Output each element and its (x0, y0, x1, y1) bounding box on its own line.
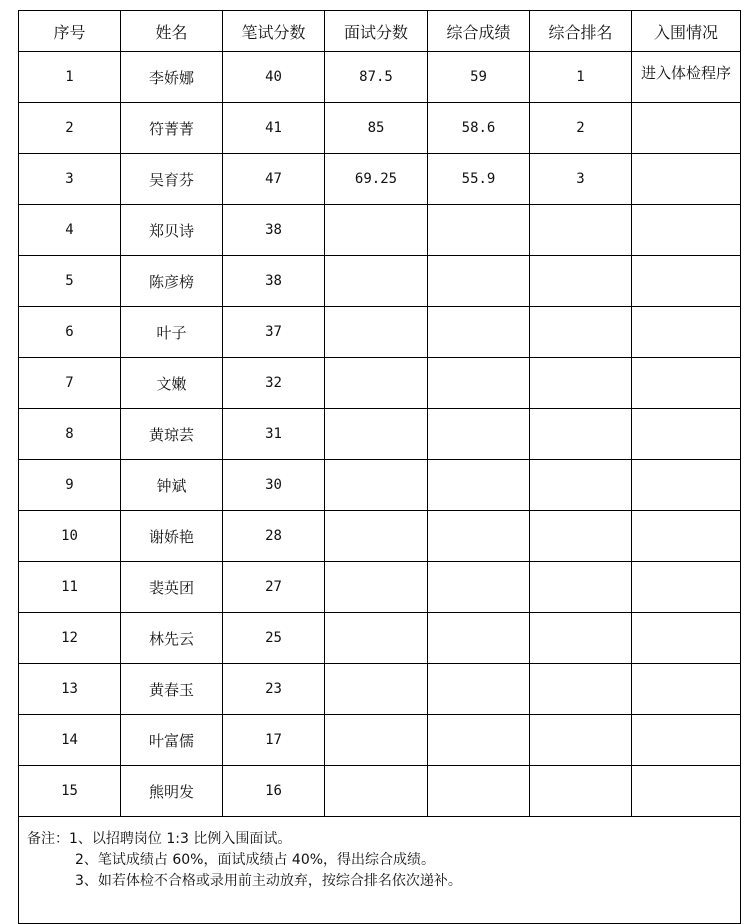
cell-rank (530, 715, 632, 766)
cell-written-score: 28 (223, 511, 325, 562)
cell-name: 林先云 (121, 613, 223, 664)
notes-prefix: 备注： (27, 831, 69, 847)
cell-rank (530, 307, 632, 358)
cell-status (632, 256, 741, 307)
note-item-1: 1、以招聘岗位 1:3 比例入围面试。 (69, 831, 292, 847)
cell-name: 黄琼芸 (121, 409, 223, 460)
note-line-3 (27, 871, 740, 892)
cell-total-score (428, 613, 530, 664)
cell-total-score (428, 511, 530, 562)
cell-written-score: 27 (223, 562, 325, 613)
cell-rank (530, 511, 632, 562)
cell-status (632, 205, 741, 256)
cell-rank: 1 (530, 52, 632, 103)
table-row (19, 409, 741, 460)
cell-interview-score (325, 511, 428, 562)
cell-written-score: 40 (223, 52, 325, 103)
cell-interview-score (325, 766, 428, 817)
cell-status (632, 409, 741, 460)
cell-status (632, 562, 741, 613)
header-row (19, 11, 741, 52)
cell-rank (530, 205, 632, 256)
table-row (19, 307, 741, 358)
cell-written-score: 16 (223, 766, 325, 817)
cell-name: 李娇娜 (121, 52, 223, 103)
table-row (19, 511, 741, 562)
note-item-2: 2、笔试成绩占 60%，面试成绩占 40%，得出综合成绩。 (75, 852, 436, 868)
header-name: 姓名 (121, 11, 223, 52)
cell-rank: 2 (530, 103, 632, 154)
cell-rank (530, 460, 632, 511)
cell-name: 叶子 (121, 307, 223, 358)
cell-interview-score (325, 307, 428, 358)
table-row (19, 52, 741, 103)
cell-interview-score (325, 562, 428, 613)
header-no: 序号 (19, 11, 121, 52)
note-item-3: 3、如若体检不合格或录用前主动放弃，按综合排名依次递补。 (75, 873, 462, 889)
notes-cell (19, 817, 741, 924)
cell-interview-score (325, 205, 428, 256)
cell-status (632, 715, 741, 766)
cell-total-score (428, 664, 530, 715)
cell-rank (530, 613, 632, 664)
cell-status (632, 154, 741, 205)
cell-name: 裴英团 (121, 562, 223, 613)
cell-name: 黄春玉 (121, 664, 223, 715)
cell-interview-score (325, 715, 428, 766)
cell-no: 13 (19, 664, 121, 715)
cell-rank (530, 766, 632, 817)
notes-row (19, 817, 741, 924)
cell-rank: 3 (530, 154, 632, 205)
cell-interview-score (325, 664, 428, 715)
cell-no: 15 (19, 766, 121, 817)
cell-no: 6 (19, 307, 121, 358)
cell-total-score (428, 307, 530, 358)
cell-total-score (428, 409, 530, 460)
cell-no: 3 (19, 154, 121, 205)
note-line-2 (27, 850, 740, 871)
cell-total-score (428, 562, 530, 613)
table-row (19, 460, 741, 511)
cell-total-score (428, 460, 530, 511)
cell-interview-score: 87.5 (325, 52, 428, 103)
cell-no: 7 (19, 358, 121, 409)
cell-name: 郑贝诗 (121, 205, 223, 256)
cell-name: 叶富儒 (121, 715, 223, 766)
cell-written-score: 38 (223, 205, 325, 256)
header-rank: 综合排名 (530, 11, 632, 52)
cell-status (632, 766, 741, 817)
cell-status (632, 103, 741, 154)
results-sheet (18, 10, 740, 924)
cell-no: 11 (19, 562, 121, 613)
cell-interview-score: 85 (325, 103, 428, 154)
header-status: 入围情况 (632, 11, 741, 52)
cell-rank (530, 256, 632, 307)
cell-no: 10 (19, 511, 121, 562)
cell-written-score: 31 (223, 409, 325, 460)
cell-written-score: 23 (223, 664, 325, 715)
cell-rank (530, 562, 632, 613)
cell-name: 文嫩 (121, 358, 223, 409)
cell-status (632, 307, 741, 358)
cell-no: 5 (19, 256, 121, 307)
cell-written-score: 25 (223, 613, 325, 664)
cell-status (632, 613, 741, 664)
cell-rank (530, 409, 632, 460)
cell-interview-score (325, 358, 428, 409)
cell-no: 4 (19, 205, 121, 256)
cell-written-score: 41 (223, 103, 325, 154)
cell-rank (530, 664, 632, 715)
cell-no: 12 (19, 613, 121, 664)
cell-written-score: 30 (223, 460, 325, 511)
cell-total-score (428, 715, 530, 766)
table-row (19, 664, 741, 715)
table-row (19, 766, 741, 817)
table-row (19, 613, 741, 664)
cell-interview-score: 69.25 (325, 154, 428, 205)
table-row (19, 256, 741, 307)
table-row (19, 205, 741, 256)
cell-name: 钟斌 (121, 460, 223, 511)
cell-total-score (428, 256, 530, 307)
cell-total-score (428, 358, 530, 409)
cell-written-score: 17 (223, 715, 325, 766)
note-line-1 (27, 829, 740, 850)
cell-name: 谢娇艳 (121, 511, 223, 562)
cell-status (632, 460, 741, 511)
cell-total-score: 59 (428, 52, 530, 103)
cell-name: 熊明发 (121, 766, 223, 817)
cell-status: 进入体检程序 (632, 52, 741, 103)
table-row (19, 154, 741, 205)
cell-interview-score (325, 460, 428, 511)
header-interview-score: 面试分数 (325, 11, 428, 52)
cell-status (632, 511, 741, 562)
cell-interview-score (325, 613, 428, 664)
cell-written-score: 38 (223, 256, 325, 307)
cell-written-score: 37 (223, 307, 325, 358)
cell-no: 14 (19, 715, 121, 766)
cell-rank (530, 358, 632, 409)
cell-total-score: 58.6 (428, 103, 530, 154)
cell-interview-score (325, 256, 428, 307)
cell-name: 符菁菁 (121, 103, 223, 154)
cell-name: 陈彦榜 (121, 256, 223, 307)
cell-total-score: 55.9 (428, 154, 530, 205)
cell-name: 吴育芬 (121, 154, 223, 205)
cell-written-score: 47 (223, 154, 325, 205)
table-row (19, 562, 741, 613)
table-row (19, 358, 741, 409)
cell-no: 1 (19, 52, 121, 103)
table-row (19, 103, 741, 154)
cell-no: 9 (19, 460, 121, 511)
cell-no: 8 (19, 409, 121, 460)
table-row (19, 715, 741, 766)
cell-status (632, 664, 741, 715)
cell-total-score (428, 205, 530, 256)
cell-interview-score (325, 409, 428, 460)
results-table (18, 10, 741, 924)
cell-no: 2 (19, 103, 121, 154)
cell-total-score (428, 766, 530, 817)
cell-written-score: 32 (223, 358, 325, 409)
header-total-score: 综合成绩 (428, 11, 530, 52)
cell-status (632, 358, 741, 409)
header-written-score: 笔试分数 (223, 11, 325, 52)
